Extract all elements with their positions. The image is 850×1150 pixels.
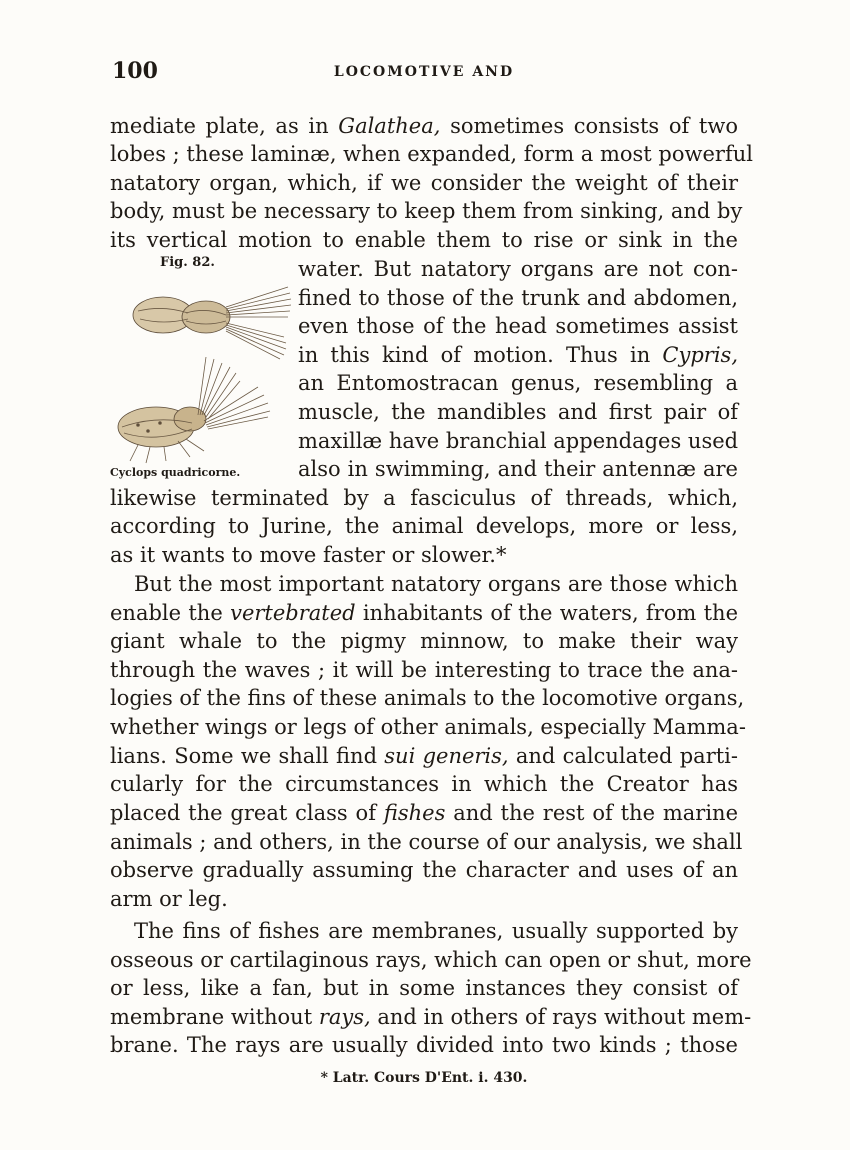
text-line: whether wings or legs of other animals, especially Mamma- <box>110 715 746 739</box>
text-line: lians. Some we shall find sui generis, and calculated parti- <box>110 744 738 768</box>
text-line: an Entomostracan genus, resembling a <box>298 371 738 395</box>
page-number: 100 <box>112 58 158 84</box>
text-line: maxillæ have branchial appendages used <box>298 429 739 453</box>
text-line: muscle, the mandibles and first pair of <box>298 400 738 424</box>
footnote: * Latr. Cours D'Ent. i. 430. <box>320 1070 528 1086</box>
text-line: osseous or cartilaginous rays, which can open or shut, more <box>110 948 752 972</box>
text-line: natatory organ, which, if we consider the weight of their <box>110 171 738 195</box>
text-line: likewise terminated by a fasciculus of threads, which, <box>110 486 738 510</box>
text-line: lobes ; these laminæ, when expanded, form a most powerful <box>110 142 753 166</box>
text-line: placed the great class of fishes and the rest of the marine <box>110 801 738 825</box>
text-line: brane. The rays are usually divided into two kinds ; those <box>110 1033 738 1057</box>
text-line: even those of the head sometimes assist <box>298 314 738 338</box>
text-line: as it wants to move faster or slower.* <box>110 543 507 567</box>
text-line: logies of the fins of these animals to the locomotive organs, <box>110 686 745 710</box>
text-line: membrane without rays, and in others of rays without mem- <box>110 1005 752 1029</box>
figure-caption: Cyclops quadricorne. <box>110 466 241 479</box>
figure-82 <box>108 255 294 480</box>
text-line: in this kind of motion. Thus in Cypris, <box>298 343 738 367</box>
text-line: also in swimming, and their antennæ are <box>298 457 738 481</box>
running-head <box>108 58 740 88</box>
text-line: mediate plate, as in Galathea, sometimes consists of two <box>110 114 738 138</box>
text-line: fined to those of the trunk and abdomen, <box>298 286 738 310</box>
text-line: cularly for the circumstances in which the Creator has <box>110 772 738 796</box>
running-title: LOCOMOTIVE AND <box>333 64 515 80</box>
text-line: observe gradually assuming the character and uses of an <box>110 858 738 882</box>
text-line: enable the vertebrated inhabitants of the waters, from the <box>110 601 738 625</box>
text-line: according to Jurine, the animal develops, more or less, <box>110 514 738 538</box>
text-line: body, must be necessary to keep them from sinking, and by <box>110 199 743 223</box>
text-line: or less, like a fan, but in some instances they consist of <box>110 976 738 1000</box>
cyclops-engraving-icon <box>108 277 294 465</box>
text-line: animals ; and others, in the course of our analysis, we shall <box>110 830 743 854</box>
text-line: But the most important natatory organs are those which <box>134 572 738 596</box>
figure-label: Fig. 82. <box>160 255 215 270</box>
text-line: through the waves ; it will be interesting to trace the ana- <box>110 658 738 682</box>
text-line: The fins of fishes are membranes, usually supported by <box>134 919 738 943</box>
text-line: giant whale to the pigmy minnow, to make their way <box>110 629 738 653</box>
text-line: water. But natatory organs are not con- <box>298 257 738 281</box>
text-line: arm or leg. <box>110 887 228 911</box>
text-line: its vertical motion to enable them to rise or sink in the <box>110 228 738 252</box>
